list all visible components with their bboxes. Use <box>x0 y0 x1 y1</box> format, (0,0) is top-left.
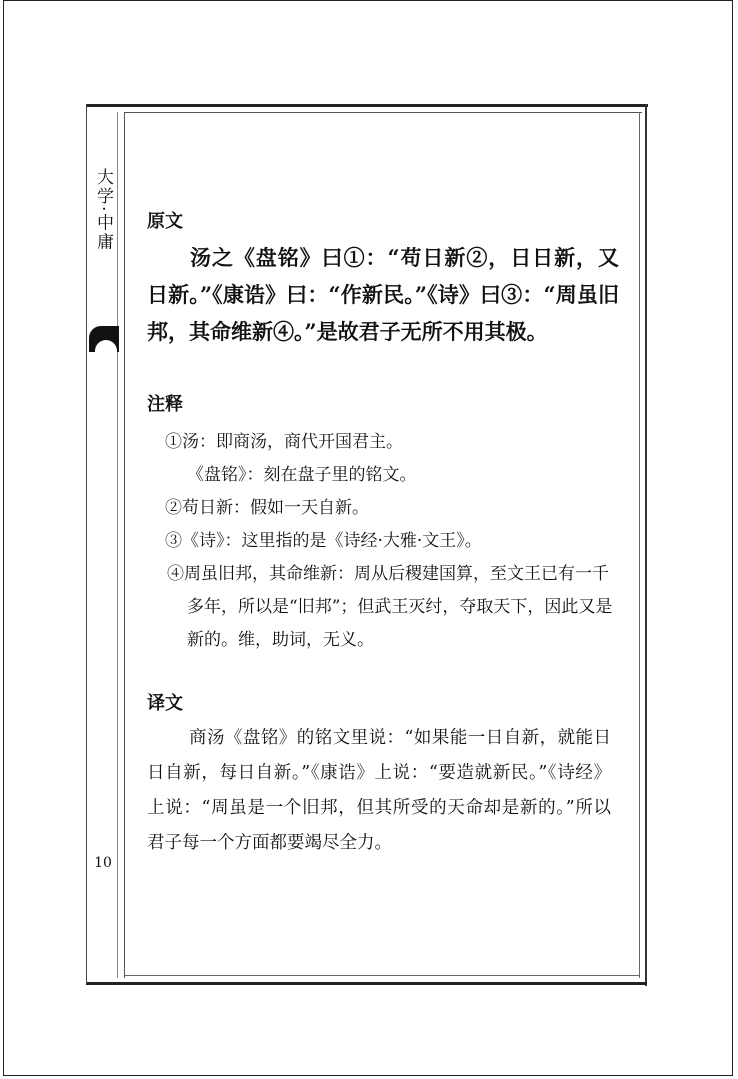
notes-heading: 注释 <box>147 394 183 415</box>
frame-top-inner-rule <box>124 112 642 113</box>
note-item: ①汤：即商汤，商代开国君主。 <box>165 432 403 452</box>
note-item: 《盘铭》：刻在盘子里的铭文。 <box>187 465 417 485</box>
translation-heading: 译文 <box>147 693 183 714</box>
frame-inner-left-rule <box>124 112 125 978</box>
note-item: ②苟日新：假如一天自新。 <box>165 498 369 518</box>
frame-bottom-inner-rule <box>124 975 640 976</box>
frame-top-rule <box>86 104 648 107</box>
original-text-body: 汤之《盘铭》曰①：“苟日新②，日日新，又日新。”《康诰》曰：“作新民。”《诗》曰③：“周虽旧邦，其命维新④。”是故君子无所不用其极。 <box>147 245 619 344</box>
notes-section <box>147 390 619 657</box>
translation-section <box>147 689 619 861</box>
original-heading: 原文 <box>147 211 183 232</box>
note-item: ④周虽旧邦，其命维新：周从后稷建国算，至文王已有一千多年，所以是“旧邦”；但武王灭纣，夺取天下，因此又是新的。维，助词，无义。 <box>167 564 613 650</box>
margin-rule <box>117 112 118 978</box>
frame-left-rule <box>86 104 87 984</box>
section-tab-marker <box>89 326 119 352</box>
running-title: 大学·中庸 <box>93 168 113 252</box>
frame-bottom-rule <box>86 982 647 985</box>
main-content <box>147 207 619 861</box>
frame-right-inner-rule <box>639 112 640 978</box>
note-item: ③《诗》：这里指的是《诗经·大雅·文王》。 <box>165 531 482 551</box>
translation-text: 商汤《盘铭》的铭文里说：“如果能一日自新，就能日日自新，每日自新。”《康诰》上说：“要造就新民。”《诗经》上说：“周虽是一个旧邦，但其所受的天命却是新的。”所以君子每一个方面都要竭尽全力。 <box>147 728 611 853</box>
frame-right-rule <box>645 104 647 986</box>
original-text <box>147 239 619 350</box>
page-number: 10 <box>94 855 112 871</box>
